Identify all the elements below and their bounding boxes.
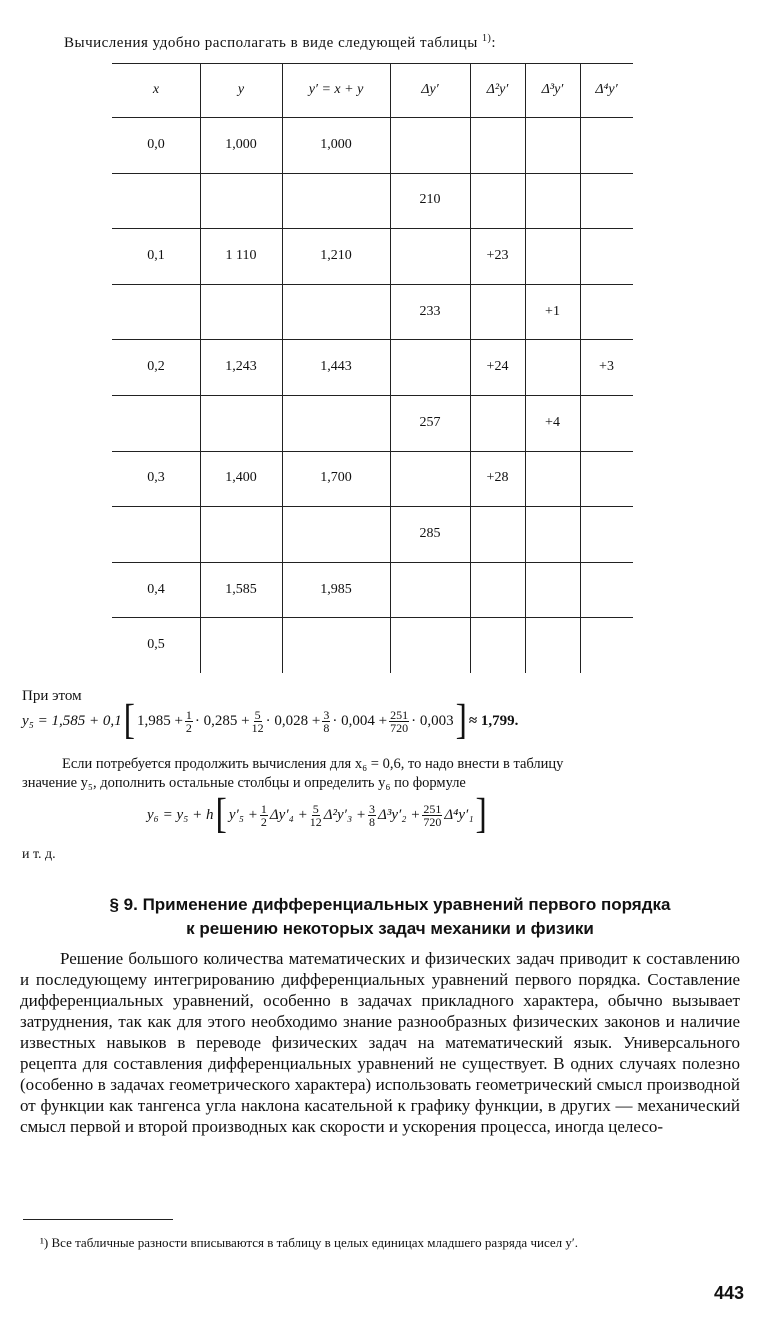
formula-y5: y₅ = 1,585 + 0,1 [ 1,985 + $\frac{1}{2}$ · 0,285 + $\frac{5}{12}$ · 0,028 + $\frac{3}{8}$ · 0,004 + $\frac{251}{720}$ · 0,003 ] ≈ 1,799. bbox=[22, 697, 519, 744]
table-header-cell: y bbox=[237, 82, 245, 97]
table-cell: 1,985 bbox=[320, 581, 352, 597]
table-column-rule bbox=[282, 63, 283, 673]
table-header-cell: Δ⁴y′ bbox=[595, 82, 618, 97]
table-cell: 1 110 bbox=[225, 248, 257, 263]
table-cell: 257 bbox=[419, 414, 441, 430]
table-header-cell: y′ = x + y bbox=[308, 82, 364, 97]
table-rule bbox=[112, 63, 633, 64]
table-rule bbox=[112, 228, 633, 229]
table-header-cell: x bbox=[152, 82, 160, 97]
table-cell: 1,000 bbox=[225, 136, 257, 152]
table-cell: +3 bbox=[599, 359, 614, 375]
table-cell: 1,700 bbox=[320, 470, 352, 486]
table-rule bbox=[112, 339, 633, 340]
table-rule bbox=[112, 451, 633, 452]
table-rule bbox=[112, 395, 633, 396]
table-column-rule bbox=[525, 63, 526, 673]
table-cell: 1,243 bbox=[225, 359, 257, 375]
table-cell: 0,2 bbox=[147, 359, 165, 375]
table-cell: 210 bbox=[419, 192, 441, 208]
table-column-rule bbox=[200, 63, 201, 673]
table-cell: +4 bbox=[545, 414, 560, 430]
table-column-rule bbox=[470, 63, 471, 673]
table-cell: 1,210 bbox=[320, 248, 352, 263]
table-cell: 233 bbox=[419, 303, 441, 319]
fraction: $\frac{3}{8}$ bbox=[369, 801, 376, 829]
table-rule bbox=[112, 617, 633, 618]
fraction: $\frac{5}{12}$ bbox=[309, 801, 322, 829]
fraction: $\frac{1}{2}$ bbox=[185, 707, 192, 735]
footnote-divider bbox=[23, 1219, 173, 1220]
fraction: $\frac{3}{8}$ bbox=[323, 707, 330, 735]
table-rule bbox=[112, 506, 633, 507]
fraction: $\frac{251}{720}$ bbox=[390, 707, 409, 735]
table-header-cell: Δ³y′ bbox=[541, 82, 564, 97]
table-rule bbox=[112, 562, 633, 563]
table-cell: 1,443 bbox=[320, 359, 352, 375]
table-cell: 1,000 bbox=[320, 136, 352, 152]
para1-line1: Если потребуется продолжить вычисления для x₆ = 0,6, то надо внести в таблицу bbox=[62, 756, 564, 772]
table-cell: +24 bbox=[486, 359, 509, 375]
table-cell: 0,5 bbox=[147, 637, 165, 653]
table-cell: 0,1 bbox=[147, 248, 165, 263]
para1-line2: значение y₅, дополнить остальные столбцы и определить y₆ по формуле bbox=[22, 775, 466, 791]
table-rule bbox=[112, 284, 633, 285]
table-cell: +1 bbox=[545, 303, 560, 319]
table-cell: 1,585 bbox=[225, 581, 257, 597]
fraction: $\frac{1}{2}$ bbox=[260, 801, 267, 829]
table-cell: +23 bbox=[486, 248, 509, 263]
section-heading: § 9. Применение дифференциальных уравнений первого порядка к решению некоторых задач механики и физики bbox=[109, 895, 671, 938]
table-cell: 285 bbox=[419, 526, 441, 541]
table-cell: 1,400 bbox=[225, 470, 257, 486]
table-column-rule bbox=[390, 63, 391, 673]
table-header-cell: Δy′ bbox=[421, 82, 439, 97]
body-paragraph: Решение большого количества математических и физических задач приводит к составлению и последующему интегрированию дифференциальных уравнений первого порядка. Составление дифференциальных уравнений, особенно в задачах прикладного характера, обычно вызывает затруднения, так как для этого необходимо знание разнообразных физических законов и наличие известных навыков в переводе физических задач на математический язык. Универсального рецепта для составления дифференциальных уравнений не существует. В одних случаях полезно (особенно в задачах геометрического характера) использовать геометрический смысл производной от функции как тангенса угла наклона касательной к графику функции, в других — механический смысл первой и второй производных как скорости и ускорения процесса, иногда целесо- bbox=[20, 949, 740, 1136]
intro-text: Вычисления удобно располагать в виде следующей таблицы $^{1)}$: bbox=[64, 33, 497, 51]
page-number: 443 bbox=[713, 1283, 744, 1303]
table-cell: 0,3 bbox=[147, 470, 165, 486]
table-rule bbox=[112, 117, 633, 118]
fraction: $\frac{251}{720}$ bbox=[423, 801, 442, 829]
table-column-rule bbox=[580, 63, 581, 673]
fraction: $\frac{5}{12}$ bbox=[251, 707, 264, 735]
footnote: ¹) Все табличные разности вписываются в таблицу в целых единицах младшего разряда чисел y′. bbox=[40, 1235, 578, 1250]
table-header-cell: Δ²y′ bbox=[486, 82, 509, 97]
table-cell: 0,0 bbox=[147, 136, 165, 152]
formula-y6: y₆ = y₅ + h [ y′₅ + $\frac{1}{2}$ Δy′₄ + $\frac{5}{12}$ Δ²y′₃ + $\frac{3}{8}$ Δ³y′₂ + $\frac{251}{720}$ Δ⁴y′₁ ] bbox=[147, 791, 487, 838]
pri-etom-label: При этом bbox=[22, 688, 82, 704]
etc-label: и т. д. bbox=[22, 847, 56, 862]
table-cell: +28 bbox=[486, 470, 509, 486]
table-rule bbox=[112, 173, 633, 174]
table-cell: 0,4 bbox=[147, 581, 165, 597]
